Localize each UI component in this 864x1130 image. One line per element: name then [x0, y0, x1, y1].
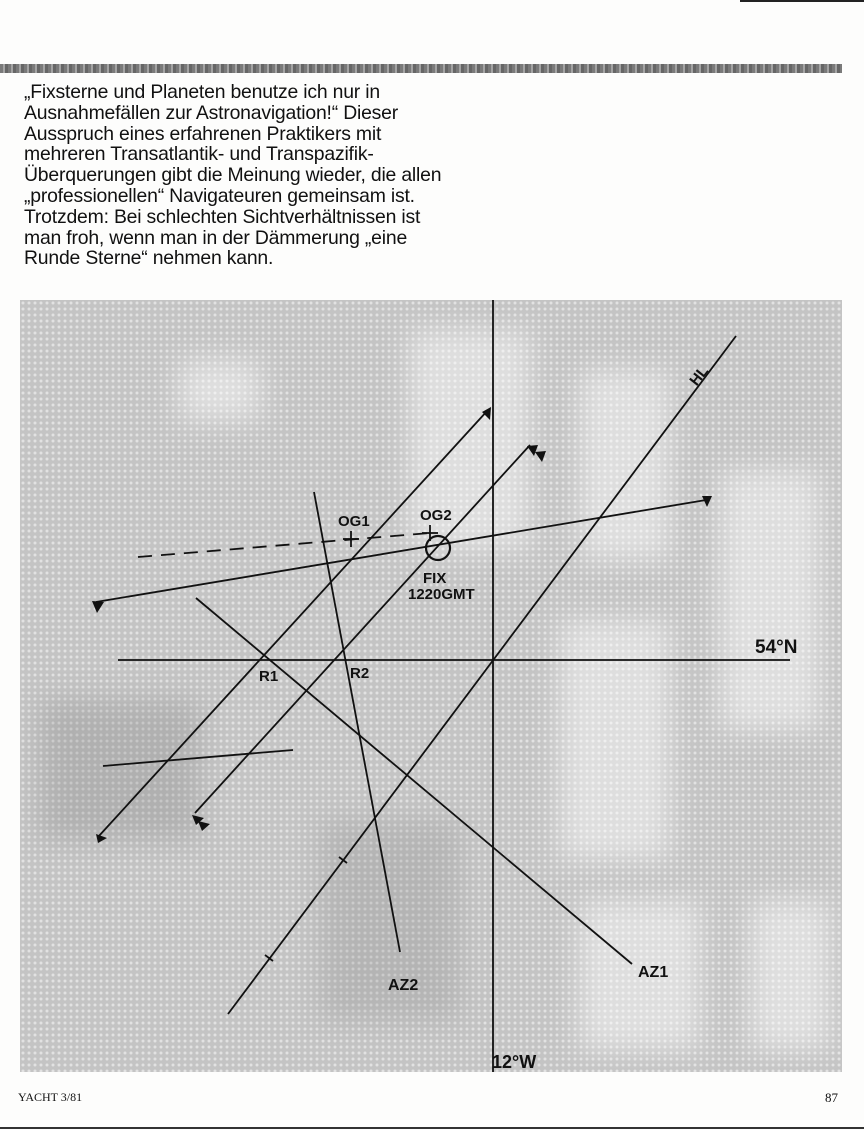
- az2-label: AZ2: [388, 977, 419, 994]
- hl-label: HL: [686, 362, 713, 390]
- page-number: 87: [825, 1090, 838, 1105]
- publication-footer: YACHT 3/81: [18, 1090, 83, 1104]
- og2-label: OG2: [420, 507, 452, 524]
- navigation-plot: [20, 300, 842, 1072]
- intro-line: Trotzdem: Bei schlechten Sichtverhältnissen ist: [24, 205, 421, 228]
- intro-paragraph: [24, 82, 494, 269]
- top-rule: [740, 0, 864, 2]
- intro-line: mehreren Transatlantik- und Transpazifik-: [24, 143, 374, 166]
- header-banner-strip: [0, 64, 842, 73]
- longitude-label: 12°W: [492, 1052, 537, 1072]
- intro-line: man froh, wenn man in der Dämmerung „eine: [24, 226, 408, 249]
- r1-label: R1: [259, 668, 279, 685]
- latitude-label: 54°N: [755, 637, 798, 658]
- navigation-plot-figure: [20, 300, 842, 1072]
- fix-label: FIX: [423, 570, 447, 587]
- az1-label: AZ1: [638, 964, 669, 981]
- intro-line: Runde Sterne“ nehmen kann.: [24, 247, 274, 270]
- intro-line: Überquerungen gibt die Meinung wieder, die allen: [24, 164, 442, 187]
- intro-line: Ausnahmefällen zur Astronavigation!“ Dieser: [24, 101, 399, 124]
- og1-label: OG1: [338, 513, 370, 530]
- intro-line: „Fixsterne und Planeten benutze ich nur in: [24, 81, 380, 103]
- intro-line: „professionellen“ Navigateuren gemeinsam ist.: [24, 184, 415, 207]
- bottom-rule: [0, 1127, 864, 1129]
- fix-time-label: 1220GMT: [408, 586, 475, 603]
- intro-line: Ausspruch eines erfahrenen Praktikers mit: [24, 122, 382, 145]
- r2-label: R2: [350, 665, 370, 682]
